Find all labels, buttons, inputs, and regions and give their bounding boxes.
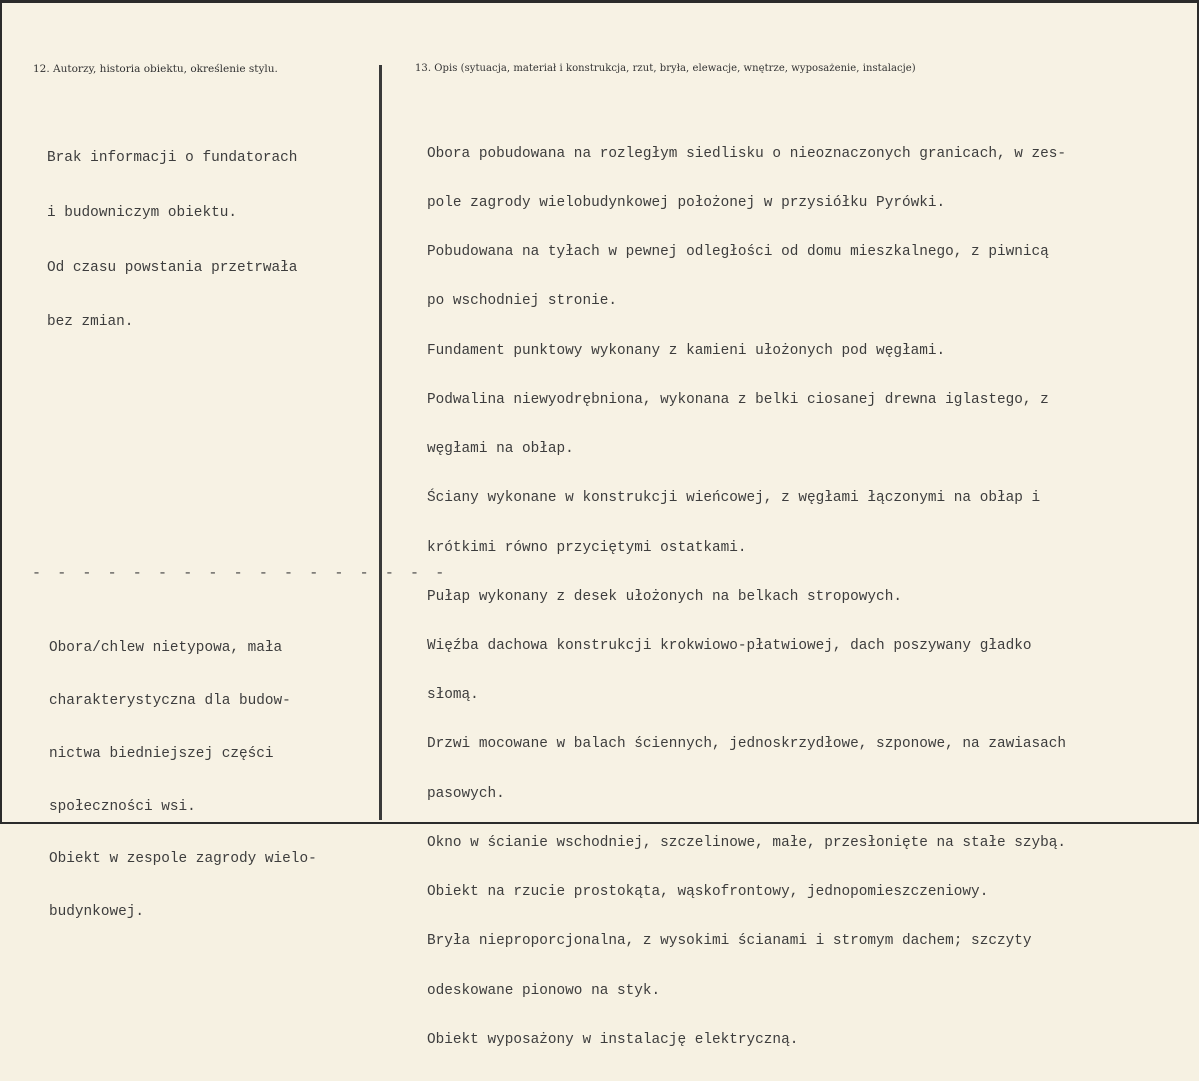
text-line: Pobudowana na tyłach w pewnej odległości od domu mieszkalnego, z piwnicą bbox=[427, 244, 1049, 261]
text-line: Okno w ścianie wschodniej, szczelinowe, małe, przesłonięte na stałe szybą. bbox=[427, 834, 1067, 851]
section-13-header: 13. Opis (sytuacja, materiał i konstrukcja, rzut, bryła, elewacje, wnętrze, wyposażenie, instalacje) bbox=[415, 63, 916, 74]
text-line: Od czasu powstania przetrwała bbox=[47, 259, 298, 276]
text-line: i budowniczym obiektu. bbox=[47, 205, 237, 222]
text-line: pasowych. bbox=[427, 785, 505, 802]
text-line: Ściany wykonane w konstrukcji wieńcowej, z węgłami łączonymi na obłap i bbox=[427, 490, 1041, 507]
text-line: odeskowane pionowo na styk. bbox=[427, 982, 661, 999]
text-line: Obiekt na rzucie prostokąta, wąskofrontowy, jednopomieszczeniowy. bbox=[427, 884, 989, 901]
text-line: Obora pobudowana na rozległym siedlisku o nieoznaczonych granicach, w zes- bbox=[427, 145, 1067, 162]
text-line: Więźba dachowa konstrukcji krokwiowo-płatwiowej, dach poszywany gładko bbox=[427, 638, 1032, 654]
text-line: po wschodniej stronie. bbox=[427, 293, 617, 310]
text-line: Obiekt wyposażony w instalację elektryczną. bbox=[427, 1031, 799, 1048]
text-line: Fundament punktowy wykonany z kamieni ułożonych pod węgłami. bbox=[427, 342, 946, 359]
notes-text bbox=[49, 605, 317, 957]
column-divider bbox=[379, 65, 382, 820]
text-line: nictwa biedniejszej części bbox=[49, 745, 274, 762]
text-line: Obiekt w zespole zagrody wielo- bbox=[49, 851, 317, 868]
text-line: Drzwi mocowane w balach ściennych, jednoskrzydłowe, szponowe, na zawiasach bbox=[427, 736, 1067, 753]
text-line: słomą. bbox=[427, 687, 479, 704]
text-line: pole zagrody wielobudynkowej położonej w przysiółku Pyrówki. bbox=[427, 195, 946, 212]
text-line: charakterystyczna dla budow- bbox=[49, 692, 291, 709]
text-line: węgłami na obłap. bbox=[427, 441, 574, 458]
text-line: budynkowej. bbox=[49, 904, 144, 921]
text-line: Pułap wykonany z desek ułożonych na belkach stropowych. bbox=[427, 588, 902, 605]
text-line: bez zmian. bbox=[47, 314, 134, 331]
authors-history-text bbox=[47, 113, 297, 368]
dashed-separator: - - - - - - - - - - - - - - - - - bbox=[32, 565, 448, 582]
section-12-header: 12. Autorzy, historia obiektu, określenie stylu. bbox=[33, 63, 278, 75]
text-line: Brak informacji o fundatorach bbox=[47, 150, 298, 167]
text-line: Bryła nieproporcjonalna, z wysokimi ścianami i stromym dachem; szczyty bbox=[427, 933, 1032, 950]
description-text bbox=[427, 113, 1066, 1081]
text-line: krótkimi równo przyciętymi ostatkami. bbox=[427, 539, 747, 556]
text-line: Podwalina niewyodrębniona, wykonana z belki ciosanej drewna iglastego, z bbox=[427, 391, 1049, 408]
text-line: społeczności wsi. bbox=[49, 798, 196, 815]
text-line: Obora/chlew nietypowa, mała bbox=[49, 640, 283, 657]
